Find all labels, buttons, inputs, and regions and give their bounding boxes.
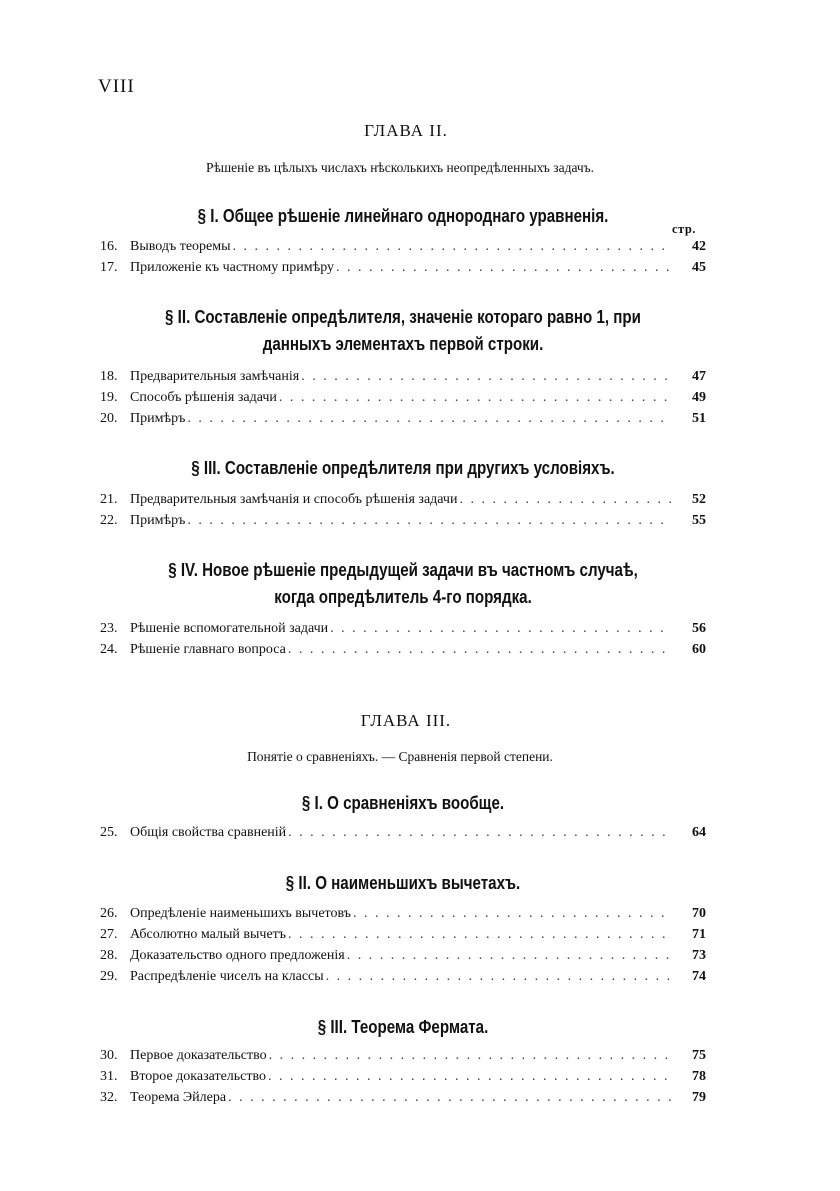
- section-heading: § I. Общее рѣшеніе линейнаго однороднаго уравненія.: [197, 206, 609, 226]
- entry-title: Общія свойства сравненій: [130, 825, 287, 840]
- dot-leader: [288, 642, 672, 658]
- toc-entry: [100, 1069, 706, 1089]
- toc-entry: [100, 411, 706, 431]
- chapter-subtitle: Рѣшеніе въ цѣлыхъ числахъ нѣсколькихъ неопредѣленныхъ задачъ.: [205, 160, 595, 175]
- entry-page: 75: [692, 1048, 706, 1063]
- chapter-subtitle: Понятіе о сравненіяхъ. — Сравненія первой степени.: [247, 749, 553, 764]
- dot-leader: [326, 969, 672, 985]
- entry-number: 23.: [100, 621, 118, 636]
- entry-page: 73: [692, 948, 706, 963]
- dot-leader: [336, 260, 672, 276]
- section-heading: § III. Составленіе опредѣлителя при другихъ условіяхъ.: [191, 458, 615, 478]
- entry-number: 28.: [100, 948, 118, 963]
- dot-leader: [268, 1069, 672, 1085]
- dot-leader: [187, 513, 672, 529]
- toc-entry: [100, 513, 706, 533]
- entry-number: 20.: [100, 411, 118, 426]
- dot-leader: [288, 927, 672, 943]
- toc-entry: [100, 948, 706, 968]
- entry-title: Примѣръ: [130, 411, 186, 426]
- toc-entry: [100, 1090, 706, 1110]
- entry-number: 19.: [100, 390, 118, 405]
- entry-number: 21.: [100, 492, 118, 507]
- entry-number: 16.: [100, 239, 118, 254]
- entry-title: Предварительныя замѣчанія и способъ рѣшенія задачи: [130, 492, 458, 507]
- dot-leader: [459, 492, 672, 508]
- dot-leader: [228, 1090, 672, 1106]
- entry-page: 55: [692, 513, 706, 528]
- entry-title: Способъ рѣшенія задачи: [130, 390, 277, 405]
- dot-leader: [330, 621, 672, 637]
- entry-page: 79: [692, 1090, 706, 1105]
- dot-leader: [233, 239, 672, 255]
- page-column-label: стр.: [672, 222, 696, 236]
- toc-entry: [100, 369, 706, 389]
- entry-number: 31.: [100, 1069, 118, 1084]
- chapter-title: ГЛАВА III.: [360, 711, 452, 730]
- entry-page: 49: [692, 390, 706, 405]
- entry-page: 64: [692, 825, 706, 840]
- dot-leader: [347, 948, 672, 964]
- entry-title: Примѣръ: [130, 513, 186, 528]
- entry-number: 32.: [100, 1090, 118, 1105]
- section-heading: § I. О сравненіяхъ вообще.: [301, 793, 505, 813]
- dot-leader: [353, 906, 672, 922]
- toc-entry: [100, 906, 706, 926]
- entry-title: Выводъ теоремы: [130, 239, 231, 254]
- entry-number: 27.: [100, 927, 118, 942]
- entry-title: Рѣшеніе вспомогательной задачи: [130, 621, 329, 636]
- entry-page: 78: [692, 1069, 706, 1084]
- chapter-title: ГЛАВА II.: [364, 121, 448, 140]
- dot-leader: [301, 369, 672, 385]
- entry-page: 45: [692, 260, 706, 275]
- entry-page: 74: [692, 969, 706, 984]
- entry-title: Распредѣленіе чиселъ на классы: [130, 969, 324, 984]
- entry-number: 17.: [100, 260, 118, 275]
- section-heading: § III. Теорема Фермата.: [317, 1017, 489, 1037]
- entry-title: Предварительныя замѣчанія: [130, 369, 300, 384]
- entry-page: 47: [692, 369, 706, 384]
- toc-entry: [100, 927, 706, 947]
- dot-leader: [269, 1048, 672, 1064]
- entry-page: 51: [692, 411, 706, 426]
- entry-page: 56: [692, 621, 706, 636]
- toc-entry: [100, 825, 706, 845]
- entry-title: Приложеніе къ частному примѣру: [130, 260, 335, 275]
- toc-entry: [100, 239, 706, 259]
- entry-number: 26.: [100, 906, 118, 921]
- toc-entry: [100, 621, 706, 641]
- entry-page: 52: [692, 492, 706, 507]
- entry-number: 22.: [100, 513, 118, 528]
- entry-number: 24.: [100, 642, 118, 657]
- entry-page: 60: [692, 642, 706, 657]
- entry-title: Абсолютно малый вычетъ: [130, 927, 287, 942]
- entry-page: 71: [692, 927, 706, 942]
- entry-title: Рѣшеніе главнаго вопроса: [130, 642, 286, 657]
- toc-entry: [100, 492, 706, 512]
- entry-title: Доказательство одного предложенія: [130, 948, 345, 963]
- entry-title: Теорема Эйлера: [130, 1090, 227, 1105]
- toc-entry: [100, 390, 706, 410]
- entry-page: 70: [692, 906, 706, 921]
- entry-number: 25.: [100, 825, 118, 840]
- toc-entry: [100, 1048, 706, 1068]
- dot-leader: [288, 825, 672, 841]
- entry-title: Второе доказательство: [130, 1069, 267, 1084]
- dot-leader: [187, 411, 672, 427]
- section-heading: § II. Составленіе опредѣлителя, значеніе котораго равно 1, при данныхъ элементахъ первой строки.: [165, 307, 641, 354]
- entry-title: Первое доказательство: [130, 1048, 267, 1063]
- entry-title: Опредѣленіе наименьшихъ вычетовъ: [130, 906, 351, 921]
- dot-leader: [279, 390, 672, 406]
- toc-entry: [100, 642, 706, 662]
- entry-page: 42: [692, 239, 706, 254]
- entry-number: 29.: [100, 969, 118, 984]
- section-heading: § IV. Новое рѣшеніе предыдущей задачи въ частномъ случаѣ, когда опредѣлитель 4-го порядка.: [168, 560, 638, 607]
- entry-number: 18.: [100, 369, 118, 384]
- section-heading: § II. О наименьшихъ вычетахъ.: [285, 873, 521, 893]
- page-number: VIII: [98, 76, 135, 97]
- entry-number: 30.: [100, 1048, 118, 1063]
- toc-entry: [100, 969, 706, 989]
- toc-entry: [100, 260, 706, 280]
